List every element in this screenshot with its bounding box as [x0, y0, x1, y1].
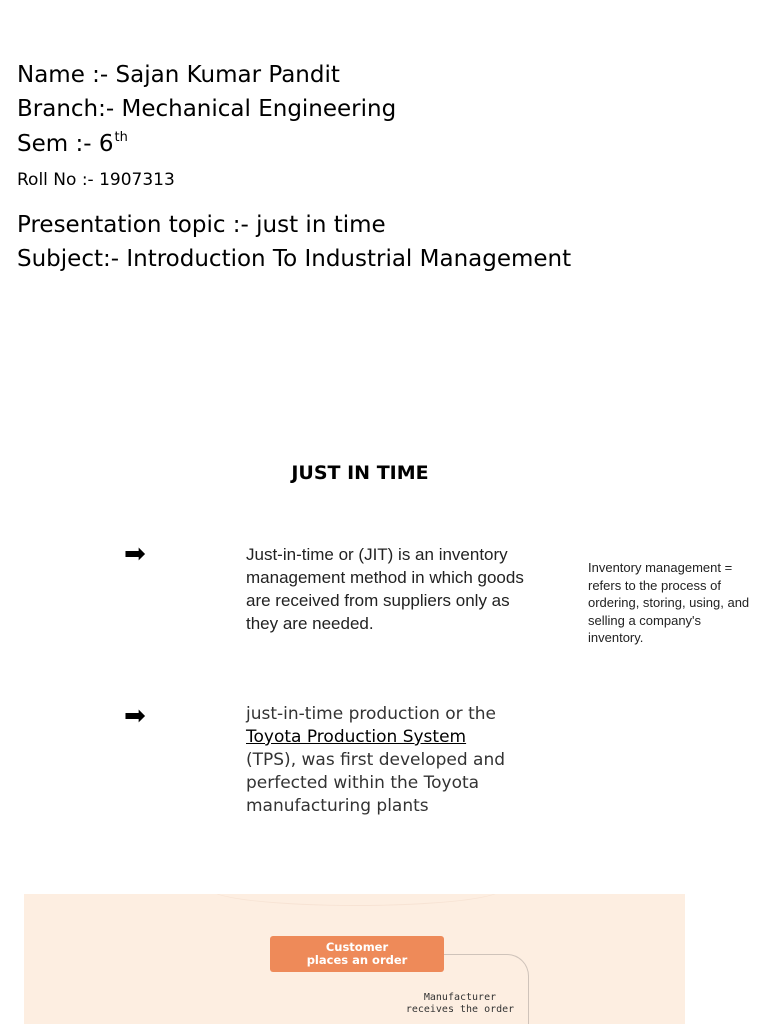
subject: Subject:- Introduction To Industrial Management: [17, 246, 572, 272]
jit-definition: Just-in-time or (JIT) is an inventory management method in which goods are received from suppliers only as they are needed.: [246, 545, 524, 633]
semester-ordinal-suffix: th: [114, 130, 128, 145]
flowchart-decoration: [210, 894, 502, 906]
flow-step-label-line1: Customer: [325, 940, 389, 954]
tps-paragraph: [246, 703, 546, 818]
flow-label-line1: Manufacturer: [423, 992, 497, 1003]
tps-rest-text: (TPS), was first developed and perfected within the Toyota manufacturing plants: [246, 750, 506, 816]
student-semester: [17, 130, 128, 157]
toyota-production-system-link[interactable]: Toyota Production System: [246, 727, 467, 747]
right-arrow-bullet-icon: ➡: [124, 701, 146, 731]
student-name: Name :- Sajan Kumar Pandit: [17, 62, 340, 88]
presentation-topic: Presentation topic :- just in time: [17, 212, 386, 238]
semester-text: Sem :- 6: [17, 131, 114, 157]
slide-title: JUST IN TIME: [291, 462, 429, 484]
student-branch: Branch:- Mechanical Engineering: [17, 96, 397, 122]
inventory-management-note: Inventory management = refers to the process of ordering, storing, using, and selling a company's inventory.: [588, 560, 750, 645]
flow-step-manufacturer: [394, 992, 526, 1016]
roll-number: Roll No :- 1907313: [17, 170, 175, 190]
tps-intro-text: just-in-time production or the: [246, 704, 496, 724]
jit-flowchart: [24, 894, 685, 1024]
flow-label-line2: receives the order: [405, 1004, 515, 1015]
right-arrow-bullet-icon: ➡: [124, 539, 146, 569]
flow-step-customer-order: [270, 936, 444, 972]
flow-step-label-line2: places an order: [306, 953, 408, 967]
